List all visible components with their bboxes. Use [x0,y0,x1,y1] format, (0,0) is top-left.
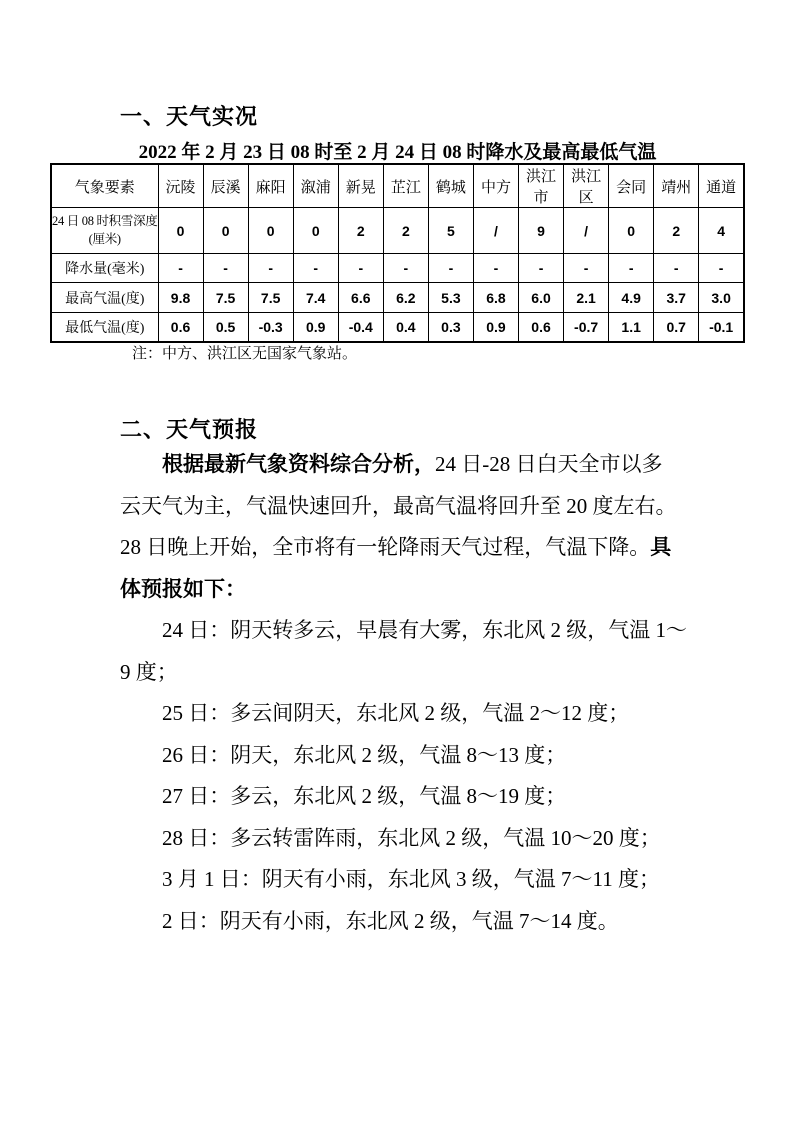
text-line [120,610,760,652]
text-line [120,444,760,486]
table-column-header: 新晃 [338,164,383,208]
table-value-cell: 6.8 [473,283,518,313]
table-header-row [51,164,744,208]
table-value-cell: 0 [203,208,248,254]
table-value-cell: 4 [699,208,744,254]
table-value-cell: - [428,254,473,283]
forecast-content [120,444,760,942]
table-column-header: 鹤城 [428,164,473,208]
table-value-cell: - [699,254,744,283]
table-value-cell: / [564,208,609,254]
table-value-cell: 2 [654,208,699,254]
text-line [120,818,760,860]
text-segment: 26 日：阴天，东北风 2 级，气温 8～13 度； [162,742,567,767]
text-line [120,693,760,735]
table-value-cell: 6.6 [338,283,383,313]
text-segment: 25 日：多云间阴天，东北风 2 级，气温 2～12 度； [162,701,630,725]
table-value-cell: 7.5 [203,283,248,313]
table-row-label: 降水量(毫米) [51,254,158,283]
table-value-cell: 7.4 [293,283,338,313]
table-value-cell: 0 [248,208,293,254]
text-segment: 根据最新气象资料综合分析， [162,452,435,476]
table-value-cell: 0.6 [158,313,203,342]
table-title: 2022 年 2 月 23 日 08 时至 2 月 24 日 08 时降水及最高最低气温 [138,142,657,163]
table-column-header: 通道 [699,164,744,208]
table-row [51,254,744,283]
text-segment: 24 日-28 日白天全市以多 [435,452,663,476]
table-column-header: 芷江 [383,164,428,208]
table-value-cell: - [473,254,518,283]
table-value-cell: 0.4 [383,313,428,342]
table-row-label: 最高气温(度) [51,283,158,313]
table-value-cell: - [338,254,383,283]
table-value-cell: 6.0 [519,283,564,313]
table-value-cell: 0.3 [428,313,473,342]
table-value-cell: -0.3 [248,313,293,342]
text-line [120,569,760,611]
table-value-cell: 2.1 [564,283,609,313]
table-value-cell: - [609,254,654,283]
table-value-cell: 0.7 [654,313,699,342]
table-column-header: 洪江区 [564,164,609,208]
table-value-cell: - [519,254,564,283]
text-segment: 云天气为主，气温快速回升，最高气温将回升至 20 度左右。 [120,493,677,518]
table-value-cell: -0.4 [338,313,383,342]
table-value-cell: 0.9 [293,313,338,342]
table-value-cell: 5 [428,208,473,254]
table-column-header: 中方 [473,164,518,208]
table-value-cell: 0.6 [519,313,564,342]
section2-heading: 二、天气预报 [120,417,259,442]
table-value-cell: 2 [338,208,383,254]
text-segment: 9 度； [120,659,178,684]
table-value-cell: - [158,254,203,283]
table-column-header: 洪江市 [519,164,564,208]
text-line [120,901,760,943]
table-row-label: 最低气温(度) [51,313,158,342]
text-segment: 24 日：阴天转多云，早晨有大雾，东北风 2 级，气温 1～ [162,618,687,642]
table-value-cell: - [654,254,699,283]
text-segment: 28 日晚上开始，全市将有一轮降雨天气过程，气温下降。 [120,535,651,559]
table-column-header: 气象要素 [51,164,158,208]
table-row [51,313,744,342]
text-segment: 体预报如下： [120,576,246,601]
table-value-cell: 5.3 [428,283,473,313]
text-line [120,652,760,694]
table-value-cell: / [473,208,518,254]
table-row [51,208,744,254]
table-value-cell: 6.2 [383,283,428,313]
table-column-header: 溆浦 [293,164,338,208]
weather-table [50,163,745,343]
table-column-header: 沅陵 [158,164,203,208]
text-line [120,776,760,818]
table-value-cell: 9 [519,208,564,254]
table-value-cell: 0 [158,208,203,254]
table-value-cell: 7.5 [248,283,293,313]
table-value-cell: 0 [609,208,654,254]
table-value-cell: - [564,254,609,283]
table-note: 注：中方、洪江区无国家气象站。 [132,346,358,362]
table-value-cell: 3.0 [699,283,744,313]
section1-heading: 一、天气实况 [120,104,259,129]
table-value-cell: 2 [383,208,428,254]
text-segment: 2 日：阴天有小雨，东北风 2 级，气温 7～14 度。 [162,908,619,933]
text-line [120,486,760,528]
table-value-cell: - [383,254,428,283]
table-column-header: 会同 [609,164,654,208]
text-segment: 具 [650,535,672,559]
table-value-cell: -0.7 [564,313,609,342]
table-value-cell: 3.7 [654,283,699,313]
table-column-header: 靖州 [654,164,699,208]
table-value-cell: 9.8 [158,283,203,313]
table-column-header: 辰溪 [203,164,248,208]
table-value-cell: 0 [293,208,338,254]
text-segment: 28 日：多云转雷阵雨，东北风 2 级，气温 10～20 度； [162,825,661,850]
text-line [120,735,760,777]
table-value-cell: 1.1 [609,313,654,342]
table-column-header: 麻阳 [248,164,293,208]
table-value-cell: - [248,254,293,283]
table-row-label: 24 日 08 时积雪深度 (厘米) [51,208,158,254]
table-row [51,283,744,313]
table-value-cell: 4.9 [609,283,654,313]
text-segment: 27 日：多云，东北风 2 级，气温 8～19 度； [162,784,567,808]
text-line [120,859,760,901]
table-value-cell: - [203,254,248,283]
text-line [120,527,760,569]
table-value-cell: 0.5 [203,313,248,342]
table-value-cell: - [293,254,338,283]
table-value-cell: -0.1 [699,313,744,342]
table-value-cell: 0.9 [473,313,518,342]
text-segment: 3 月 1 日：阴天有小雨，东北风 3 级，气温 7～11 度； [162,867,660,891]
